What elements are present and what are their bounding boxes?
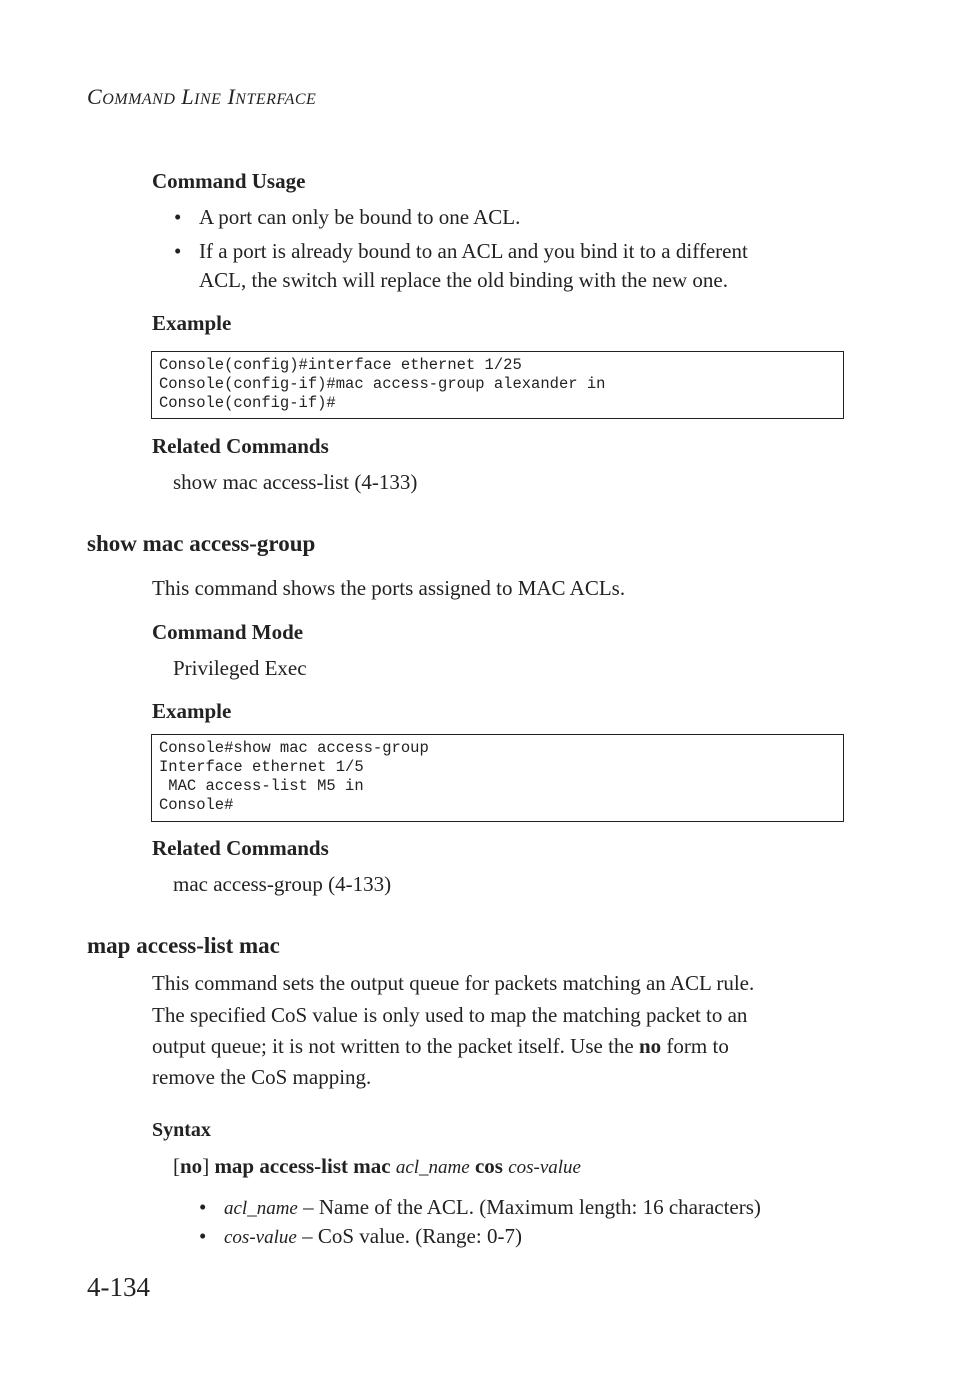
code-line: MAC access-list M5 in bbox=[159, 777, 364, 795]
command-usage-heading: Command Usage bbox=[152, 169, 306, 193]
bullet-dot: • bbox=[174, 239, 182, 263]
command-mode: Privileged Exec bbox=[173, 656, 307, 680]
desc-line-1: This command sets the output queue for packets matching an ACL rule. bbox=[152, 971, 755, 995]
bullet-dot: • bbox=[199, 1224, 207, 1248]
desc-line-2: The specified CoS value is only used to map the matching packet to an bbox=[152, 1003, 748, 1027]
related-command: show mac access-list (4-133) bbox=[173, 470, 418, 494]
running-head: COMMAND LINE INTERFACE bbox=[87, 84, 317, 109]
example-heading: Example bbox=[152, 699, 232, 723]
section-title: show mac access-group bbox=[87, 531, 316, 556]
code-line: Console(config)#interface ethernet 1/25 bbox=[159, 356, 522, 374]
desc-line-4: remove the CoS mapping. bbox=[152, 1065, 372, 1089]
code-line: Console(config-if)#mac access-group alexander in bbox=[159, 375, 606, 393]
no-keyword: no bbox=[638, 1034, 662, 1058]
related-commands-heading: Related Commands bbox=[152, 434, 329, 458]
section-description: This command shows the ports assigned to MAC ACLs. bbox=[152, 576, 626, 600]
usage-bullet-2-line2: ACL, the switch will replace the old binding with the new one. bbox=[199, 268, 728, 292]
usage-bullet-2-line1: If a port is already bound to an ACL and you bind it to a different bbox=[199, 239, 748, 263]
page-number: 4-134 bbox=[87, 1272, 150, 1302]
syntax-line: [no] map access-list mac acl_name cos cos-value bbox=[173, 1154, 581, 1178]
code-line: Interface ethernet 1/5 bbox=[159, 758, 364, 776]
code-line: Console(config-if)# bbox=[159, 394, 336, 412]
param-acl-name: acl_name – Name of the ACL. (Maximum length: 16 characters) bbox=[224, 1195, 761, 1219]
code-example-1 bbox=[151, 351, 844, 419]
usage-bullet-1: A port can only be bound to one ACL. bbox=[199, 205, 521, 229]
bullet-dot: • bbox=[174, 205, 182, 229]
related-commands-heading: Related Commands bbox=[152, 836, 329, 860]
syntax-heading: Syntax bbox=[152, 1119, 211, 1141]
code-line: Console#show mac access-group bbox=[159, 739, 429, 757]
code-example-2 bbox=[151, 734, 844, 822]
section-title: map access-list mac bbox=[87, 933, 280, 958]
code-line: Console# bbox=[159, 796, 234, 814]
param-cos-value: cos-value – CoS value. (Range: 0-7) bbox=[224, 1224, 522, 1248]
desc-line-3: output queue; it is not written to the packet itself. Use the no form to bbox=[152, 1034, 729, 1058]
command-mode-heading: Command Mode bbox=[152, 620, 304, 644]
example-heading: Example bbox=[152, 311, 232, 335]
related-command: mac access-group (4-133) bbox=[173, 872, 392, 896]
bullet-dot: • bbox=[199, 1195, 207, 1219]
